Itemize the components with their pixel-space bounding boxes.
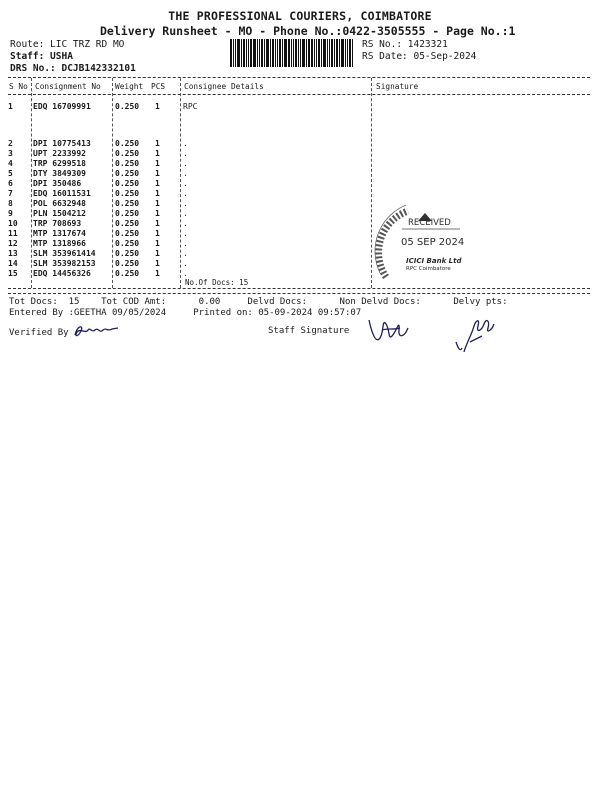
row-pcs: 1 (155, 239, 160, 248)
column-header-pcs: PCS (151, 82, 166, 91)
table-top-rule (8, 77, 590, 78)
document-title: THE PROFESSIONAL COURIERS, COIMBATORE (168, 9, 432, 23)
row-sno: 9 (8, 209, 13, 218)
stamp-received: RECEIVED (408, 218, 451, 228)
row-consignment: DPI 350486 (33, 179, 82, 188)
row-consignment: MTP 1318966 (33, 239, 86, 248)
totals-line: Tot Docs: 15 Tot COD Amt: 0.00 Delvd Docs: Non Delvd Docs: Delvy pts: (9, 297, 508, 307)
row-weight: 0.250 (115, 249, 140, 258)
row-weight: 0.250 (115, 239, 140, 248)
stamp-date: 05 SEP 2024 (401, 237, 465, 248)
row-details: . (183, 179, 188, 188)
verified-by-label: Verified By (9, 328, 69, 338)
row-sno: 13 (8, 249, 18, 258)
row-pcs: 1 (155, 189, 160, 198)
row-sno: 10 (8, 219, 18, 228)
row-details: . (183, 139, 188, 148)
row-weight: 0.250 (115, 269, 140, 278)
row-details: . (183, 149, 188, 158)
row-consignment: SLM 353982153 (33, 259, 96, 268)
row-weight: 0.250 (115, 159, 140, 168)
column-header-details: Consignee Details (184, 82, 264, 91)
row-details: . (183, 229, 188, 238)
row-weight: 0.250 (115, 139, 140, 148)
column-separator (180, 78, 181, 288)
signature-icon (452, 312, 498, 358)
row-weight: 0.250 (115, 179, 140, 188)
row-consignment: POL 6632948 (33, 199, 86, 208)
row-pcs: 1 (155, 209, 160, 218)
row-details: . (183, 259, 188, 268)
row-details: . (183, 269, 188, 278)
drs-number: DRS No.: DCJB142332101 (10, 63, 136, 74)
row-pcs: 1 (155, 102, 160, 111)
table-bottom-rule-2 (8, 293, 590, 294)
received-stamp-icon (368, 203, 476, 285)
row-sno: 5 (8, 169, 13, 178)
row-details: . (183, 219, 188, 228)
row-consignment: UPT 2233992 (33, 149, 86, 158)
row-consignment: TRP 708693 (33, 219, 82, 228)
row-pcs: 1 (155, 159, 160, 168)
row-sno: 2 (8, 139, 13, 148)
row-pcs: 1 (155, 229, 160, 238)
stamp-bank: ICICI Bank Ltd (406, 257, 462, 265)
row-pcs: 1 (155, 259, 160, 268)
row-pcs: 1 (155, 249, 160, 258)
no-of-docs: No.Of Docs: 15 (185, 278, 249, 287)
row-details: . (183, 239, 188, 248)
row-details: RPC (183, 102, 198, 111)
row-details: . (183, 199, 188, 208)
row-pcs: 1 (155, 169, 160, 178)
column-header-consignment: Consignment No (35, 82, 101, 91)
row-sno: 8 (8, 199, 13, 208)
row-weight: 0.250 (115, 199, 140, 208)
row-sno: 6 (8, 179, 13, 188)
barcode-icon (230, 39, 357, 67)
row-weight: 0.250 (115, 209, 140, 218)
staff-signature-label: Staff Signature (268, 326, 350, 336)
row-consignment: MTP 1317674 (33, 229, 86, 238)
row-weight: 0.250 (115, 189, 140, 198)
row-sno: 4 (8, 159, 13, 168)
row-sno: 14 (8, 259, 18, 268)
row-sno: 1 (8, 102, 13, 111)
row-details: . (183, 249, 188, 258)
row-sno: 15 (8, 269, 18, 278)
column-header-sno: S No (9, 82, 28, 91)
row-consignment: EDQ 14456326 (33, 269, 91, 278)
row-pcs: 1 (155, 269, 160, 278)
table-header-rule (8, 94, 590, 95)
rs-number: RS No.: 1423321 (362, 39, 448, 50)
row-pcs: 1 (155, 139, 160, 148)
row-weight: 0.250 (115, 102, 140, 111)
staff-label: Staff: USHA (10, 51, 73, 62)
row-details: . (183, 209, 188, 218)
row-weight: 0.250 (115, 169, 140, 178)
row-sno: 7 (8, 189, 13, 198)
document-subtitle: Delivery Runsheet - MO - Phone No.:0422-3505555 - Page No.:1 (100, 24, 516, 38)
row-pcs: 1 (155, 219, 160, 228)
row-sno: 12 (8, 239, 18, 248)
table-bottom-rule (8, 288, 590, 289)
signature-icon (72, 321, 122, 341)
row-consignment: EDQ 16709991 (33, 102, 91, 111)
row-sno: 11 (8, 229, 18, 238)
column-header-weight: Weight (115, 82, 144, 91)
row-pcs: 1 (155, 199, 160, 208)
route-label: Route: LIC TRZ RD MO (10, 39, 125, 50)
stamp-office: RPC Coimbatore (406, 266, 451, 272)
row-consignment: DPI 10775413 (33, 139, 91, 148)
row-consignment: DTY 3849309 (33, 169, 86, 178)
row-pcs: 1 (155, 149, 160, 158)
entered-by-line: Entered By :GEETHA 09/05/2024 Printed on: 05-09-2024 09:57:07 (9, 308, 362, 318)
row-weight: 0.250 (115, 229, 140, 238)
column-header-signature: Signature (376, 82, 419, 91)
row-weight: 0.250 (115, 149, 140, 158)
row-details: . (183, 159, 188, 168)
row-consignment: EDQ 16011531 (33, 189, 91, 198)
row-consignment: SLM 353961414 (33, 249, 96, 258)
rs-date: RS Date: 05-Sep-2024 (362, 51, 477, 62)
row-consignment: PLN 1504212 (33, 209, 86, 218)
column-separator (31, 78, 32, 288)
row-consignment: TRP 6299518 (33, 159, 86, 168)
row-details: . (183, 169, 188, 178)
row-pcs: 1 (155, 179, 160, 188)
column-separator (112, 78, 113, 288)
row-weight: 0.250 (115, 259, 140, 268)
row-weight: 0.250 (115, 219, 140, 228)
row-details: . (183, 189, 188, 198)
signature-icon (366, 308, 412, 348)
row-sno: 3 (8, 149, 13, 158)
